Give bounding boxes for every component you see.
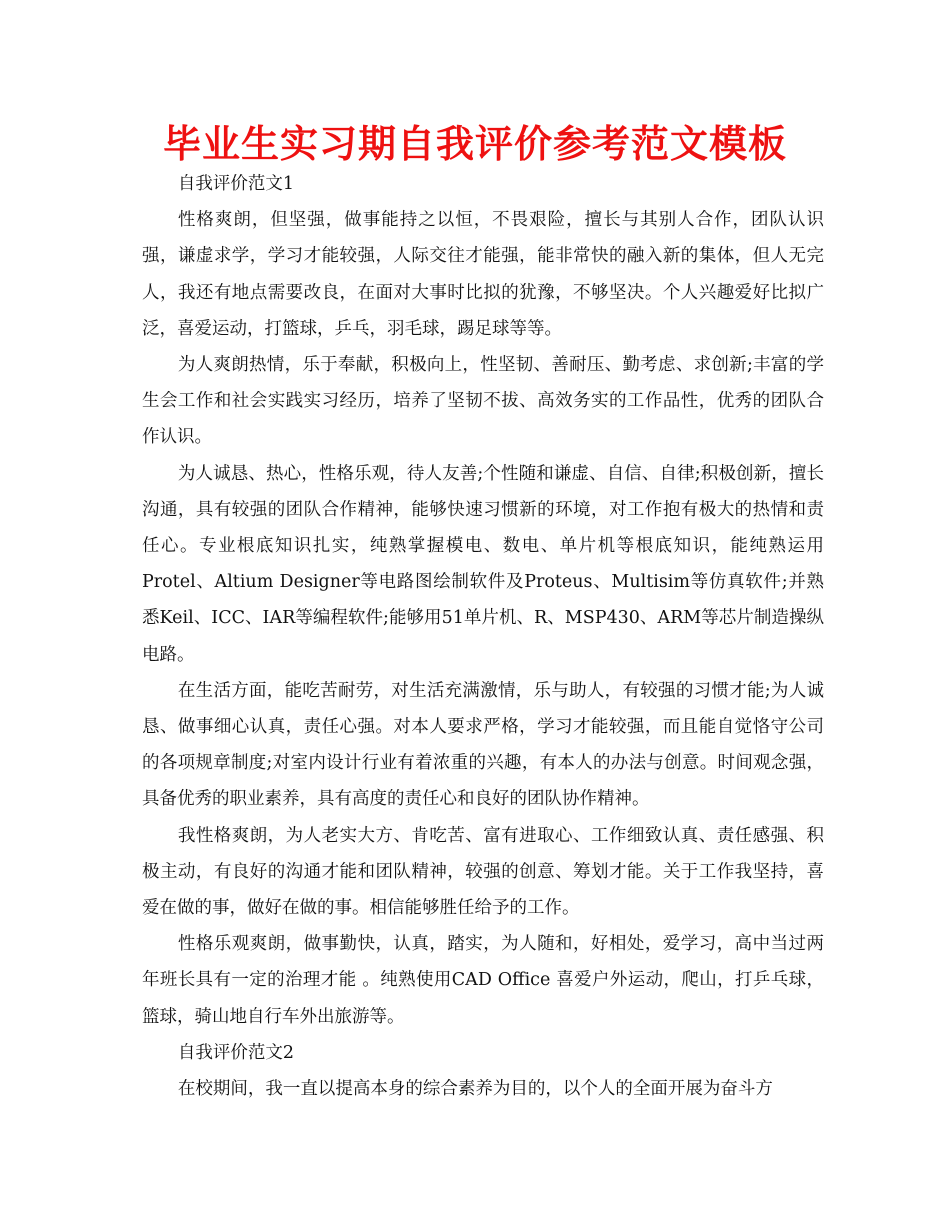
paragraph-2: 为人爽朗热情，乐于奉献，积极向上，性坚韧、善耐压、勤考虑、求创新;丰富的学生会工作和社会实践实习经历，培养了坚韧不拔、高效务实的工作品性，优秀的团队合作认识。 xyxy=(142,355,824,448)
paragraph-5: 我性格爽朗，为人老实大方、肯吃苦、富有进取心、工作细致认真、责任感强、积极主动，有良好的沟通才能和团队精神，较强的创意、筹划才能。关于工作我坚持，喜爱在做的事，做好在做的事。相信能够胜任给予的工作。 xyxy=(142,825,824,919)
paragraph-4: 在生活方面，能吃苦耐劳，对生活充满激情，乐与助人，有较强的习惯才能;为人诚恳、做事细心认真，责任心强。对本人要求严格，学习才能较强，而且能自觉恪守公司的各项规章制度;对室内设计行业有着浓重的兴趣，有本人的办法与创意。时间观念强，具备优秀的职业素养，具有高度的责任心和良好的团队协作精神。 xyxy=(142,680,824,810)
document-title: 毕业生实习期自我评价参考范文模板 xyxy=(162,122,787,166)
section-heading-2: 自我评价范文2 xyxy=(177,1042,295,1063)
document-body xyxy=(142,166,824,1107)
paragraph-7: 在校期间，我一直以提高本身的综合素养为目的，以个人的全面开展为奋斗方 xyxy=(177,1079,773,1100)
paragraph-6: 性格乐观爽朗，做事勤快，认真，踏实，为人随和，好相处，爱学习，高中当过两年班长具有一定的治理才能 。纯熟使用CAD Office 喜爱户外运动，爬山，打乒乓球，篮球，骑山地自行车外出旅游等。 xyxy=(142,934,824,1027)
paragraph-1: 性格爽朗，但坚强，做事能持之以恒，不畏艰险，擅长与其别人合作，团队认识强，谦虚求学，学习才能较强，人际交往才能强，能非常快的融入新的集体，但人无完人，我还有地点需要改良，在面对大事时比拟的犹豫，不够坚决。个人兴趣爱好比拟广泛，喜爱运动，打篮球，乒乓，羽毛球，踢足球等等。 xyxy=(142,210,824,339)
paragraph-3: 为人诚恳、热心，性格乐观，待人友善;个性随和谦虚、自信、自律;积极创新，擅长沟通，具有较强的团队合作精神，能够快速习惯新的环境，对工作抱有极大的热情和责任心。专业根底知识扎实，纯熟掌握模电、数电、单片机等根底知识，能纯熟运用Protel、Altium Designer等电路图绘制软件及Proteus、Multisim等仿真软件;并熟悉Keil、ICC、IAR等编程软件;能够用51单片机、R、MSP430、ARM等芯片制造操纵电路。 xyxy=(142,463,824,665)
section-heading-1: 自我评价范文1 xyxy=(177,174,295,194)
